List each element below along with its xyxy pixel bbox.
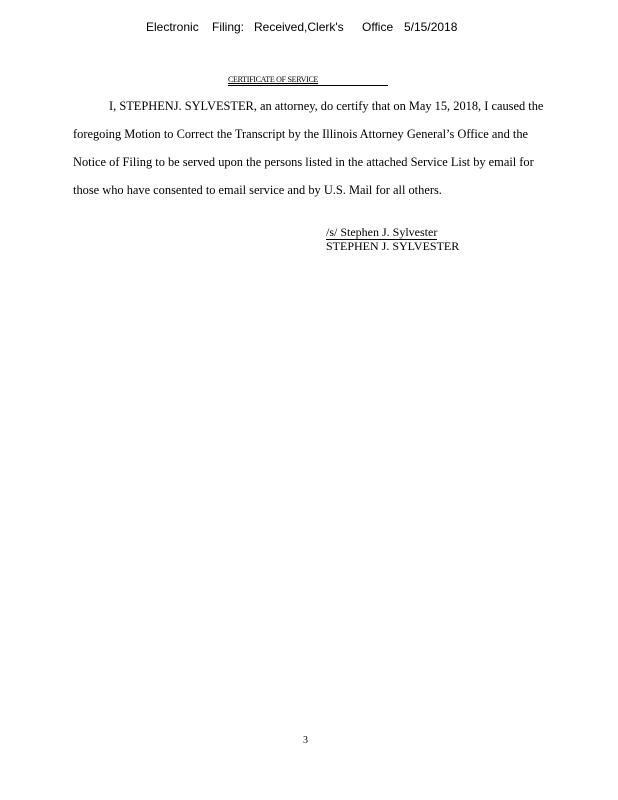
signature-block bbox=[326, 226, 459, 253]
stamp-date: 5/15/2018 bbox=[404, 20, 458, 34]
stamp-part: Received,Clerk's bbox=[254, 20, 344, 34]
stamp-part: Office bbox=[362, 20, 394, 34]
stamp-part: Electronic bbox=[146, 20, 199, 34]
certificate-title bbox=[228, 75, 388, 86]
signature-line: /s/ Stephen J. Sylvester bbox=[326, 225, 438, 239]
body-line: I, STEPHENJ. SYLVESTER, an attorney, do certify that on May 15, 2018, I caused the bbox=[109, 99, 544, 113]
certificate-body bbox=[73, 94, 583, 206]
filing-stamp bbox=[146, 20, 457, 34]
stamp-part: Filing: bbox=[212, 20, 245, 34]
body-line: Notice of Filing to be served upon the persons listed in the attached Service List by email for bbox=[73, 155, 534, 169]
certificate-title-text: CERTIFICATE OF SERVICE bbox=[228, 75, 319, 84]
printed-name: STEPHEN J. SYLVESTER bbox=[326, 239, 460, 253]
page-number: 3 bbox=[303, 735, 308, 746]
body-line: those who have consented to email service and by U.S. Mail for all others. bbox=[73, 183, 442, 197]
body-line: foregoing Motion to Correct the Transcript by the Illinois Attorney General’s Office and the bbox=[73, 127, 529, 141]
